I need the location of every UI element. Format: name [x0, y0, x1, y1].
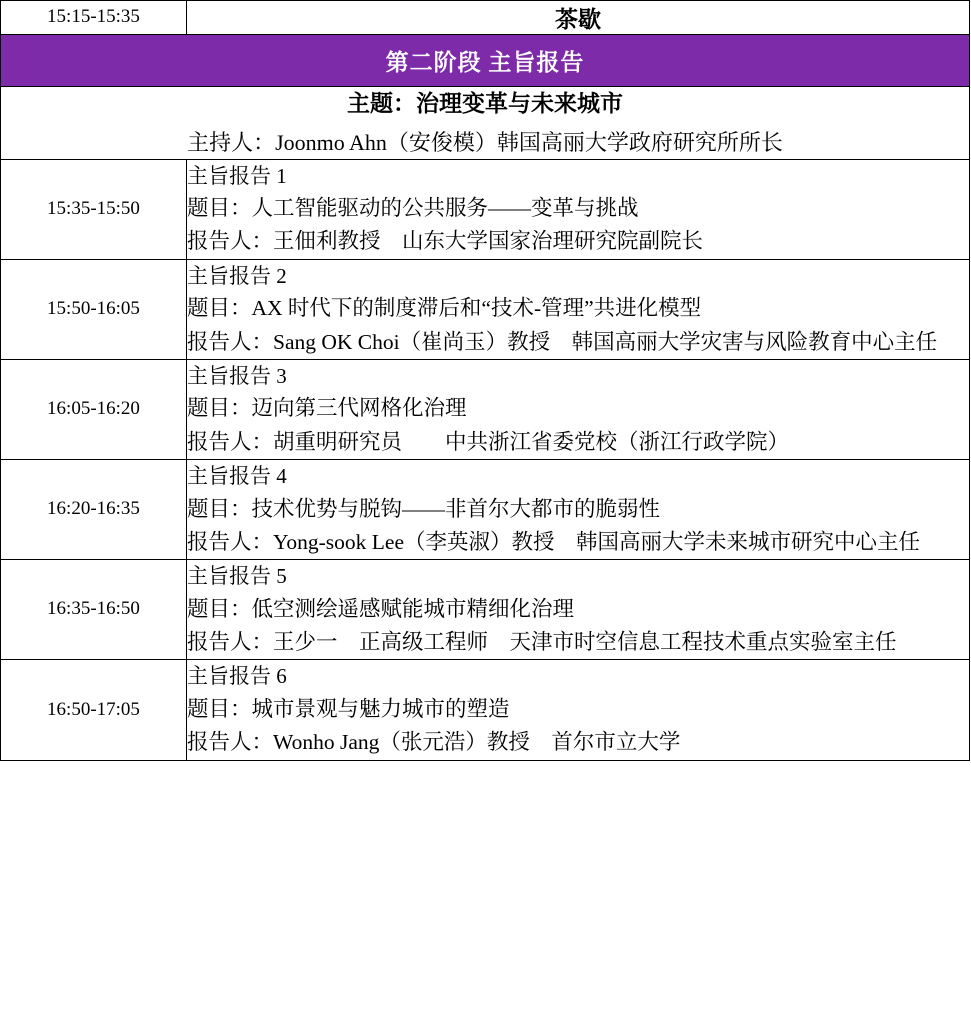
session-speaker: 报告人：Yong-sook Lee（李英淑）教授 韩国高丽大学未来城市研究中心主任 — [187, 529, 920, 554]
table-row — [1, 460, 970, 560]
session-title: 题目：人工智能驱动的公共服务——变革与挑战 — [187, 196, 639, 221]
session-heading: 主旨报告 3 — [187, 363, 287, 388]
session-title: 题目：技术优势与脱钩——非首尔大都市的脆弱性 — [187, 496, 661, 521]
session-content — [187, 660, 970, 760]
session-speaker: 报告人：Wonho Jang（张元浩）教授 首尔市立大学 — [187, 730, 681, 755]
table-row — [1, 259, 970, 359]
session-heading: 主旨报告 6 — [187, 664, 287, 689]
session-time: 16:20-16:35 — [1, 460, 187, 560]
theme-moderator: 主持人：Joonmo Ahn（安俊模）韩国高丽大学政府研究所所长 — [187, 129, 783, 155]
table-row — [1, 560, 970, 660]
table-row-stage-banner — [1, 35, 970, 87]
session-speaker: 报告人：胡重明研究员 中共浙江省委党校（浙江行政学院） — [187, 429, 790, 454]
theme-title: 主题：治理变革与未来城市 — [347, 91, 623, 116]
tea-break-time: 15:15-15:35 — [1, 1, 187, 35]
session-heading: 主旨报告 5 — [187, 564, 287, 589]
session-heading: 主旨报告 1 — [187, 163, 287, 188]
session-heading: 主旨报告 2 — [187, 263, 287, 288]
session-title: 题目：城市景观与魅力城市的塑造 — [187, 696, 510, 721]
session-title: 题目：AX 时代下的制度滞后和“技术-管理”共进化模型 — [187, 296, 702, 321]
stage-banner-label: 第二阶段 主旨报告 — [1, 35, 970, 87]
table-row — [1, 159, 970, 259]
table-row-theme — [1, 87, 970, 160]
session-speaker: 报告人：王少一 正高级工程师 天津市时空信息工程技术重点实验室主任 — [187, 630, 897, 655]
table-row — [1, 660, 970, 760]
tea-break-label: 茶歇 — [187, 1, 970, 35]
session-speaker: 报告人：Sang OK Choi（崔尚玉）教授 韩国高丽大学灾害与风险教育中心主任 — [187, 329, 938, 354]
session-time: 16:35-16:50 — [1, 560, 187, 660]
session-content — [187, 259, 970, 359]
table-row-tea-break — [1, 1, 970, 35]
session-content — [187, 359, 970, 459]
session-content — [187, 560, 970, 660]
table-row — [1, 359, 970, 459]
session-title: 题目：低空测绘遥感赋能城市精细化治理 — [187, 596, 575, 621]
session-speaker: 报告人：王佃利教授 山东大学国家治理研究院副院长 — [187, 229, 704, 254]
session-time: 16:50-17:05 — [1, 660, 187, 760]
session-title: 题目：迈向第三代网格化治理 — [187, 396, 467, 421]
session-content — [187, 159, 970, 259]
theme-block — [1, 87, 970, 160]
session-heading: 主旨报告 4 — [187, 464, 287, 489]
session-content — [187, 460, 970, 560]
session-time: 15:35-15:50 — [1, 159, 187, 259]
session-time: 15:50-16:05 — [1, 259, 187, 359]
session-time: 16:05-16:20 — [1, 359, 187, 459]
